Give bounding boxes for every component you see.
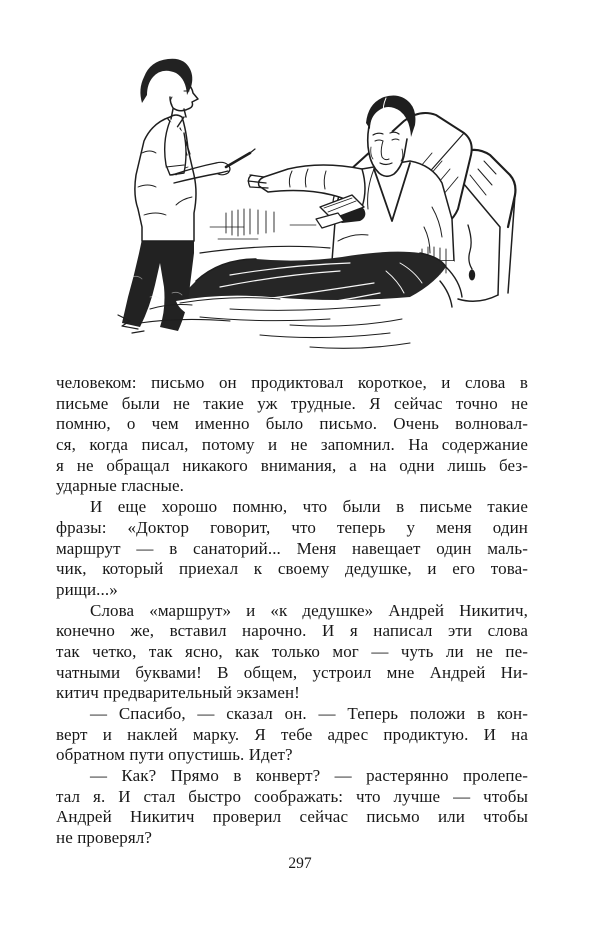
text-line: не проверял? — [56, 828, 153, 848]
text-line: маршрут — в санаторий... Меня навещает один маль- — [56, 538, 528, 558]
pen — [226, 153, 250, 167]
boy-hair — [140, 59, 192, 103]
text-line: так четко, так ясно, как только мог — чуть ли не пе- — [56, 641, 528, 661]
cord — [468, 225, 472, 269]
text-line: тал я. И стал быстро соображать: что лучше — чтобы — [56, 786, 528, 806]
text-line: я не обращал никакого внимания, а на одни лишь без- — [56, 455, 528, 475]
text-line: помню, о чем именно было письмо. Очень волновал- — [56, 414, 528, 434]
tassel — [469, 270, 475, 281]
bedside-scene-illustration — [80, 57, 520, 362]
boy-shirt — [135, 115, 196, 241]
text-line: фразы: «Доктор говорит, что теперь у меня один — [56, 517, 528, 537]
boy-face — [170, 83, 198, 111]
text-line: И еще хорошо помню, что были в письме такие — [90, 497, 528, 517]
text-line: письме были не такие уж трудные. Я сейчас точно не — [56, 393, 528, 413]
text-block — [56, 373, 528, 849]
text-line: человеком: письмо он продиктовал короткое, и слова в — [56, 373, 528, 392]
text-line: конечно же, вставил нарочно. И я написал эти слова — [56, 621, 528, 641]
page-footer — [0, 855, 600, 873]
page-number: 297 — [288, 855, 312, 872]
text-line: — Как? Прямо в конверт? — растерянно пролепе- — [90, 766, 528, 786]
text-line: — Спасибо, — сказал он. — Теперь положи в кон- — [90, 704, 528, 723]
boy-trousers — [122, 239, 194, 331]
text-line: китич предварительный экзамен! — [56, 683, 300, 703]
text-line: обратном пути опустишь. Идет? — [56, 745, 293, 765]
text-line: рищи...» — [56, 579, 118, 599]
text-line: Слова «маршрут» и «к дедушке» Андрей Никитич, — [90, 600, 528, 620]
text-line: ся, когда писал, потому и не запомнил. На содержание — [56, 435, 528, 455]
text-line: чатными буквами! В общем, устроил мне Андрей Ни- — [56, 662, 528, 682]
text-line: верт и наклей марку. Я тебе адрес продиктую. И на — [56, 724, 528, 744]
text-line: Андрей Никитич проверил сейчас письмо или чтобы — [56, 807, 528, 827]
text-line: чик, который приехал к своему дедушке, и его това- — [56, 559, 528, 579]
text-line: ударные гласные. — [56, 476, 185, 496]
illustration — [80, 57, 520, 362]
